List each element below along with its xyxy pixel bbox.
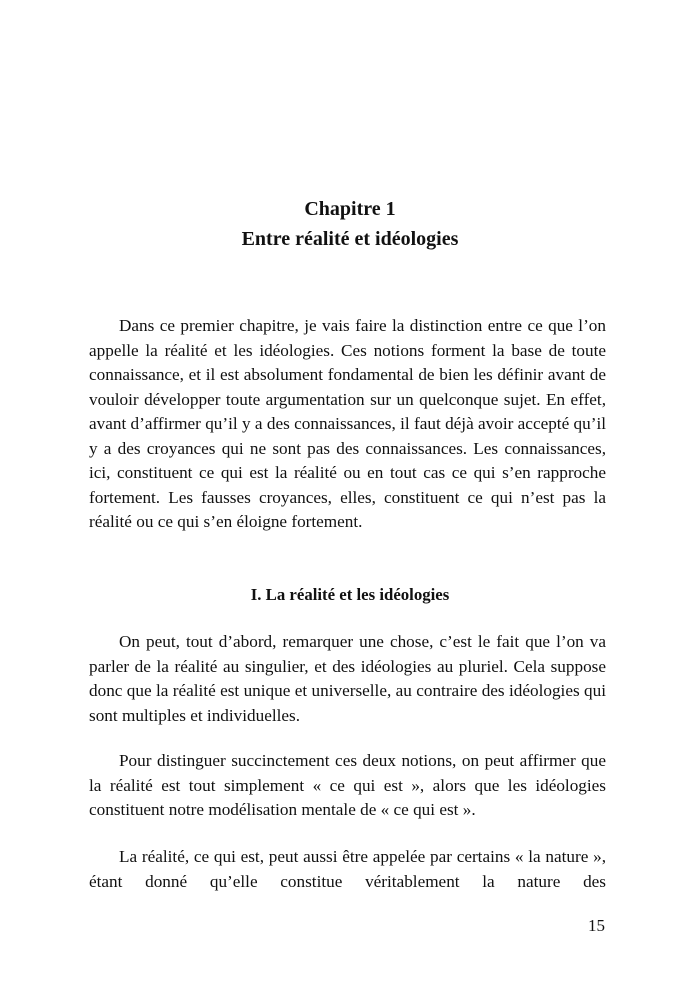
- paragraph: Pour distinguer succinctement ces deux notions, on peut affirmer que la réalité est tout simplement « ce qui est », alors que les idéologies constituent notre modélisation mentale de « ce qui est ».: [89, 751, 606, 819]
- chapter-title: Entre réalité et idéologies: [241, 228, 459, 250]
- chapter-number: Chapitre 1: [304, 198, 396, 220]
- chapter-heading: [0, 194, 700, 254]
- intro-paragraph-block: [89, 314, 606, 535]
- paragraph: On peut, tout d’abord, remarquer une chose, c’est le fait que l’on va parler de la réalité au singulier, et des idéologies au pluriel. Cela suppose donc que la réalité est unique et universelle, au contraire des idéologies qui sont multiples et individuelles.: [89, 632, 606, 725]
- paragraph-block: [89, 630, 606, 728]
- paragraph: Dans ce premier chapitre, je vais faire la distinction entre ce que l’on appelle la réalité et les idéologies. Ces notions forment la base de toute connaissance, et il est absolument fondamental de bien les définir avant de vouloir développer toute argumentation sur un quelconque sujet. En effet, avant d’affirmer qu’il y a des connaissances, il faut déjà avoir accepté qu’il y a des croyances qui ne sont pas des connaissances. Les connaissances, ici, constituent ce qui est la réalité ou en tout cas ce qui s’en rapproche fortement. Les fausses croyances, elles, constituent ce qui n’est pas la réalité ou ce qui s’en éloigne fortement.: [89, 316, 606, 531]
- paragraph-block: [89, 749, 606, 823]
- page-number: 15: [588, 916, 605, 935]
- paragraph-block: [89, 845, 606, 894]
- section-title: I. La réalité et les idéologies: [250, 585, 450, 604]
- paragraph: La réalité, ce qui est, peut aussi être appelée par certains « la nature », étant donné qu’elle constitue véritablement la nature des: [89, 847, 606, 891]
